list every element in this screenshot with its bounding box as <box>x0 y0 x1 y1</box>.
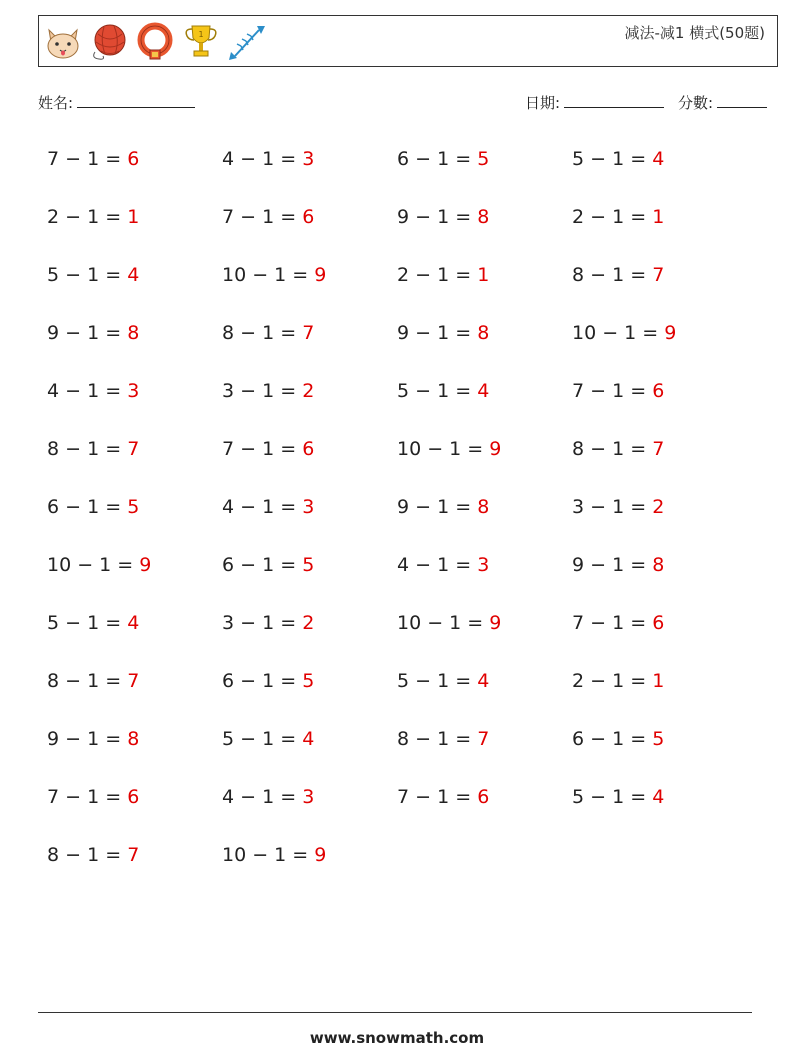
problem-answer: 3 <box>302 786 315 808</box>
problem-item <box>397 670 489 692</box>
name-label: 姓名: <box>38 94 74 112</box>
problem-answer: 6 <box>477 786 490 808</box>
problem-item <box>47 786 139 808</box>
problem-answer: 5 <box>477 148 490 170</box>
problem-item <box>222 728 314 750</box>
problem-question: 9 − 1 = <box>397 206 478 228</box>
problem-question: 6 − 1 = <box>222 554 303 576</box>
problem-answer: 6 <box>127 148 140 170</box>
problem-answer: 7 <box>127 670 140 692</box>
problem-answer: 4 <box>652 148 665 170</box>
problem-answer: 3 <box>302 496 315 518</box>
problem-question: 6 − 1 = <box>397 148 478 170</box>
problem-item <box>222 148 314 170</box>
score-field <box>678 92 767 113</box>
problem-answer: 7 <box>477 728 490 750</box>
sheet-title: 减法-减1 横式(50题) <box>624 24 765 42</box>
problem-answer: 3 <box>302 148 315 170</box>
problem-item <box>397 496 489 518</box>
problem-item <box>572 148 664 170</box>
problem-answer: 7 <box>127 438 140 460</box>
problem-question: 10 − 1 = <box>222 844 315 866</box>
problem-item <box>572 322 676 344</box>
problem-question: 8 − 1 = <box>222 322 303 344</box>
problem-item <box>222 264 326 286</box>
problem-answer: 2 <box>302 612 315 634</box>
problem-item <box>397 148 489 170</box>
fish-bone-icon <box>227 22 267 62</box>
problem-answer: 6 <box>302 206 315 228</box>
problem-item <box>572 786 664 808</box>
problem-answer: 4 <box>477 380 490 402</box>
problem-answer: 8 <box>477 206 490 228</box>
name-blank <box>77 93 195 108</box>
problem-answer: 2 <box>302 380 315 402</box>
problem-question: 10 − 1 = <box>397 438 490 460</box>
problem-item <box>47 438 139 460</box>
problem-answer: 2 <box>652 496 665 518</box>
problem-question: 3 − 1 = <box>222 612 303 634</box>
problem-item <box>47 206 139 228</box>
problem-answer: 1 <box>477 264 490 286</box>
problem-question: 6 − 1 = <box>572 728 653 750</box>
problem-question: 4 − 1 = <box>222 786 303 808</box>
problem-answer: 4 <box>127 612 140 634</box>
problem-answer: 4 <box>302 728 315 750</box>
problem-item <box>47 670 139 692</box>
problem-item <box>222 844 326 866</box>
score-label: 分數: <box>678 94 714 112</box>
problem-item <box>397 264 489 286</box>
problem-question: 4 − 1 = <box>47 380 128 402</box>
problem-answer: 9 <box>314 264 327 286</box>
problem-question: 7 − 1 = <box>47 786 128 808</box>
problem-question: 2 − 1 = <box>397 264 478 286</box>
problem-item <box>572 206 664 228</box>
problem-question: 2 − 1 = <box>572 670 653 692</box>
problem-answer: 4 <box>127 264 140 286</box>
problem-answer: 9 <box>489 438 502 460</box>
problem-answer: 9 <box>489 612 502 634</box>
problem-answer: 5 <box>302 554 315 576</box>
problem-question: 5 − 1 = <box>397 380 478 402</box>
problem-question: 7 − 1 = <box>572 612 653 634</box>
problem-answer: 1 <box>127 206 140 228</box>
footer-url: www.snowmath.com <box>309 1029 485 1047</box>
problem-item <box>397 380 489 402</box>
problem-question: 5 − 1 = <box>222 728 303 750</box>
problem-item <box>47 148 139 170</box>
problem-answer: 6 <box>127 786 140 808</box>
problem-question: 4 − 1 = <box>222 496 303 518</box>
problem-question: 3 − 1 = <box>572 496 653 518</box>
problem-item <box>47 612 139 634</box>
problem-answer: 4 <box>652 786 665 808</box>
problem-answer: 7 <box>652 264 665 286</box>
problem-item <box>572 264 664 286</box>
date-field <box>525 92 664 113</box>
problem-item <box>572 728 664 750</box>
problem-item <box>397 728 489 750</box>
problem-answer: 7 <box>127 844 140 866</box>
worksheet-header <box>38 15 778 67</box>
problem-question: 9 − 1 = <box>47 728 128 750</box>
date-label: 日期: <box>525 94 561 112</box>
problem-item <box>572 612 664 634</box>
problem-question: 7 − 1 = <box>572 380 653 402</box>
problem-item <box>47 844 139 866</box>
problem-answer: 1 <box>652 206 665 228</box>
problem-answer: 5 <box>302 670 315 692</box>
problem-item <box>47 496 139 518</box>
problem-question: 8 − 1 = <box>47 438 128 460</box>
problem-question: 2 − 1 = <box>47 206 128 228</box>
problem-question: 5 − 1 = <box>572 786 653 808</box>
problem-answer: 3 <box>477 554 490 576</box>
problem-question: 8 − 1 = <box>47 844 128 866</box>
footer-divider <box>38 1012 752 1013</box>
svg-text:1: 1 <box>198 30 204 39</box>
problem-question: 6 − 1 = <box>222 670 303 692</box>
problem-item <box>47 322 139 344</box>
problem-question: 7 − 1 = <box>222 206 303 228</box>
problem-item <box>47 380 139 402</box>
problem-item <box>397 612 501 634</box>
problem-question: 7 − 1 = <box>397 786 478 808</box>
problem-item <box>572 670 664 692</box>
problem-answer: 8 <box>477 322 490 344</box>
problem-question: 10 − 1 = <box>222 264 315 286</box>
problem-item <box>397 554 489 576</box>
problem-item <box>222 496 314 518</box>
problem-question: 9 − 1 = <box>397 496 478 518</box>
problem-item <box>572 554 664 576</box>
problem-item <box>572 438 664 460</box>
problem-question: 5 − 1 = <box>397 670 478 692</box>
problem-answer: 9 <box>139 554 152 576</box>
problem-answer: 8 <box>127 322 140 344</box>
problem-question: 4 − 1 = <box>222 148 303 170</box>
problem-item <box>222 554 314 576</box>
problem-question: 9 − 1 = <box>47 322 128 344</box>
problem-question: 10 − 1 = <box>47 554 140 576</box>
problem-item <box>222 670 314 692</box>
problem-answer: 7 <box>302 322 315 344</box>
problem-item <box>572 496 664 518</box>
problem-question: 3 − 1 = <box>222 380 303 402</box>
problem-item <box>397 206 489 228</box>
cat-icon <box>43 22 83 62</box>
problem-answer: 9 <box>314 844 327 866</box>
yarn-ball-icon <box>89 22 129 62</box>
problem-answer: 4 <box>477 670 490 692</box>
problem-answer: 9 <box>664 322 677 344</box>
problem-item <box>47 264 139 286</box>
header-icons <box>43 21 267 63</box>
problem-question: 10 − 1 = <box>572 322 665 344</box>
problem-answer: 7 <box>652 438 665 460</box>
problem-question: 4 − 1 = <box>397 554 478 576</box>
problem-question: 5 − 1 = <box>572 148 653 170</box>
problem-answer: 8 <box>477 496 490 518</box>
score-blank <box>717 93 767 108</box>
problem-answer: 3 <box>127 380 140 402</box>
problem-answer: 5 <box>127 496 140 518</box>
problem-item <box>572 380 664 402</box>
problem-question: 7 − 1 = <box>222 438 303 460</box>
problem-item <box>47 728 139 750</box>
problem-item <box>222 438 314 460</box>
problem-question: 9 − 1 = <box>397 322 478 344</box>
problem-question: 5 − 1 = <box>47 612 128 634</box>
problem-item <box>397 438 501 460</box>
problem-item <box>222 206 314 228</box>
problem-answer: 8 <box>652 554 665 576</box>
problem-question: 10 − 1 = <box>397 612 490 634</box>
problem-question: 2 − 1 = <box>572 206 653 228</box>
name-field <box>38 92 195 113</box>
problem-question: 5 − 1 = <box>47 264 128 286</box>
problem-question: 8 − 1 = <box>397 728 478 750</box>
problem-answer: 5 <box>652 728 665 750</box>
problem-question: 8 − 1 = <box>572 438 653 460</box>
problem-answer: 6 <box>652 380 665 402</box>
problem-answer: 6 <box>652 612 665 634</box>
problem-question: 8 − 1 = <box>572 264 653 286</box>
problem-item <box>47 554 151 576</box>
problem-item <box>222 612 314 634</box>
problem-answer: 8 <box>127 728 140 750</box>
problem-item <box>397 786 489 808</box>
problem-answer: 6 <box>302 438 315 460</box>
problem-item <box>222 786 314 808</box>
problem-item <box>397 322 489 344</box>
problem-question: 9 − 1 = <box>572 554 653 576</box>
problem-question: 7 − 1 = <box>47 148 128 170</box>
trophy-icon <box>181 22 221 62</box>
problem-question: 8 − 1 = <box>47 670 128 692</box>
problem-answer: 1 <box>652 670 665 692</box>
date-blank <box>564 93 664 108</box>
problem-question: 6 − 1 = <box>47 496 128 518</box>
life-ring-icon <box>135 22 175 62</box>
problem-item <box>222 380 314 402</box>
problem-item <box>222 322 314 344</box>
